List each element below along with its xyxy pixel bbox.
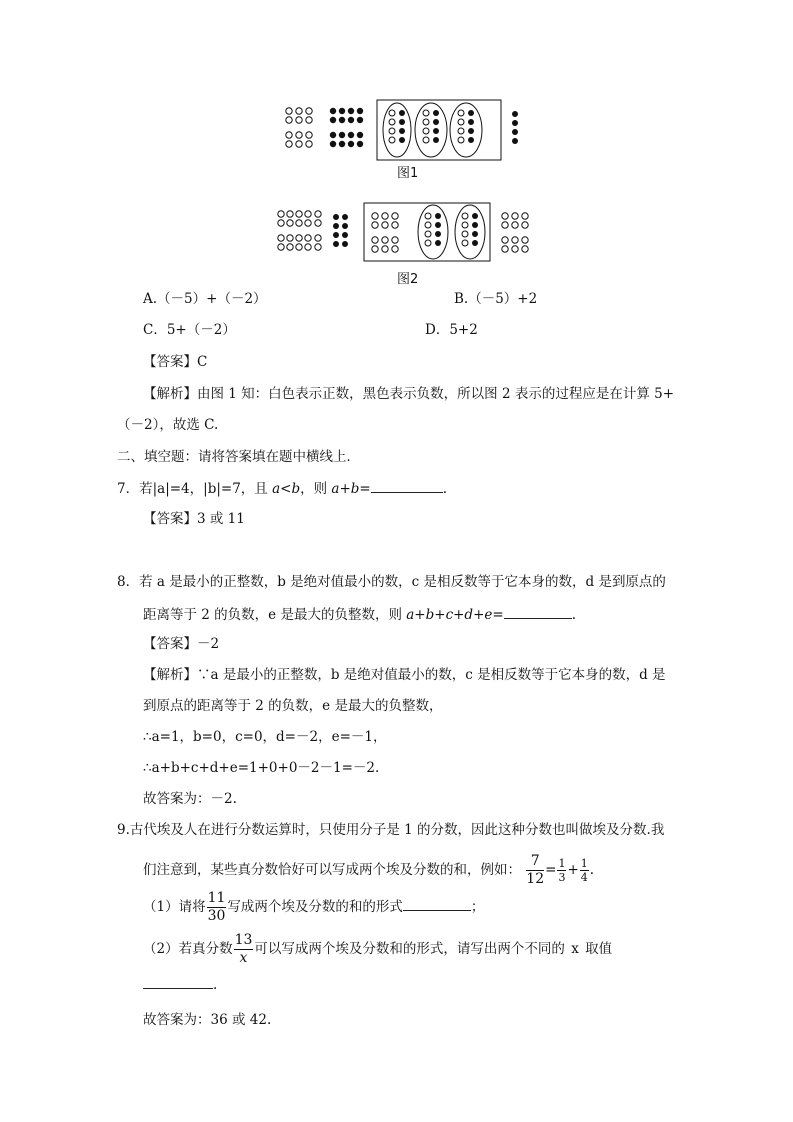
semicolon: ； (470, 899, 485, 915)
q9-stem-line2 (143, 849, 594, 891)
q8-text: 距离等于 2 的负数，e 是最大的负整数，则 (143, 607, 407, 623)
fig1-black-remainder (512, 111, 518, 144)
q7-answer-blank[interactable] (371, 478, 443, 493)
analysis-text: ∵a 是最小的正整数，b 是绝对值最小的数，c 是相反数等于它本身的数，d 是 (197, 667, 666, 683)
q9-part1-prefix: （1）请将 (143, 899, 206, 915)
denominator: 3 (558, 871, 566, 884)
analysis-tag: 【解析】 (143, 667, 197, 683)
q9-final: 故答案为：36 或 42. (143, 1012, 272, 1028)
analysis-text: 由图 1 知：白色表示正数，黑色表示负数，所以图 2 表示的过程应是在计算 5+ (197, 386, 675, 402)
fraction-13-x (234, 932, 254, 967)
q7-expression: a+b (331, 481, 360, 497)
q7-stem (117, 478, 447, 499)
denominator: 30 (207, 908, 226, 924)
figure-1 (280, 98, 520, 164)
section-heading: 二、填空题：请将答案填在题中横线上． (117, 449, 360, 465)
fig1-white-group (286, 108, 312, 147)
q7-abs: |a|=4，|b|=7，且 (152, 481, 273, 497)
period: . (589, 862, 595, 878)
fig1-black-group (330, 108, 363, 147)
plus-sign: + (567, 862, 579, 878)
q8-answer-blank[interactable] (504, 604, 572, 619)
denominator: 12 (526, 871, 545, 887)
answer-value: －2 (197, 636, 220, 652)
fraction-1-3 (557, 857, 566, 884)
numerator: 1 (580, 857, 588, 870)
q7-text: ，则 (300, 481, 332, 497)
q6-analysis (143, 384, 674, 404)
q9-text: 们注意到，某些真分数恰好可以写成两个埃及分数的和，例如： (143, 862, 521, 878)
q8-expression: a+b+c+d+e (406, 607, 493, 623)
fig2-black-left (333, 214, 348, 247)
fraction-11-30 (207, 890, 227, 925)
q9-part1-text: 写成两个埃及分数的和的形式 (227, 899, 403, 915)
q8-analysis-line3: ∴a=1，b=0，c=0，d=－2，e=－1， (143, 729, 387, 745)
q7-condition: a<b (272, 481, 301, 497)
q8-answer (143, 634, 219, 654)
q8-stem-line1: 8．若 a 是最小的正整数，b 是绝对值最小的数，c 是相反数等于它本身的数，d 是到原点的 (117, 574, 666, 590)
q8-stem-line2 (143, 604, 576, 625)
answer-value: C (197, 354, 208, 370)
q8-analysis (143, 665, 666, 685)
fig2-white-left (278, 211, 321, 250)
fraction-7-12 (526, 853, 544, 888)
q8-final: 故答案为：－2. (143, 791, 237, 807)
q9-part2-blank[interactable] (143, 974, 213, 989)
q9-part2-blank-line (143, 974, 217, 995)
answer-value: 3 或 11 (197, 511, 245, 527)
option-d: D．5+2 (425, 322, 478, 338)
answer-tag: 【答案】 (143, 354, 197, 370)
q8-equals: = (492, 607, 504, 623)
q8-analysis-line2: 到原点的距离等于 2 的负数，e 是最大的负整数， (143, 698, 443, 714)
figure-1-caption: 图1 (397, 166, 419, 181)
fig2-frame (364, 203, 490, 261)
numerator: 13 (234, 932, 253, 948)
option-a: A.（－5）+（－2） (143, 291, 267, 307)
q8-analysis-line4: ∴a+b+c+d+e=1+0+0－2－1=－2. (143, 760, 380, 776)
q6-answer (143, 352, 207, 372)
fig2-pairs (418, 205, 485, 259)
q9-stem-line1: 9.古代埃及人在进行分数运算时，只使用分子是 1 的分数，因此这种分数也叫做埃及分数.我 (117, 822, 665, 838)
q7-equals: = (359, 481, 371, 497)
q9-part2 (143, 928, 612, 970)
q9-part2-prefix: （2）若真分数 (143, 941, 233, 957)
answer-tag: 【答案】 (143, 511, 197, 527)
option-b: B.（－5）+2 (454, 291, 538, 307)
option-c: C．5+（－2） (143, 322, 236, 338)
numerator: 1 (558, 857, 566, 870)
q9-part1 (143, 886, 484, 928)
q6-analysis-cont: （－2），故选 C. (117, 417, 219, 433)
period: . (213, 977, 218, 993)
fig2-white-inside (372, 213, 398, 252)
numerator: 7 (526, 853, 544, 871)
q7-number: 7．若 (117, 481, 153, 497)
denominator: x (239, 950, 248, 966)
q9-part1-blank[interactable] (403, 896, 471, 911)
numerator: 11 (207, 890, 226, 906)
q7-answer (143, 509, 245, 529)
analysis-tag: 【解析】 (143, 386, 197, 402)
q7-period: . (442, 481, 448, 497)
figure-2-caption: 图2 (397, 272, 419, 287)
fraction-1-4 (580, 857, 589, 884)
denominator: 4 (580, 871, 588, 884)
answer-tag: 【答案】 (143, 636, 197, 652)
equals-sign: = (545, 862, 557, 878)
figure-2 (272, 200, 534, 266)
q8-period: . (571, 607, 576, 623)
fig2-white-right (502, 213, 528, 252)
q9-part2-text: 可以写成两个埃及分数和的形式，请写出两个不同的 x 取值 (254, 941, 613, 957)
fig1-pairs (383, 103, 482, 157)
